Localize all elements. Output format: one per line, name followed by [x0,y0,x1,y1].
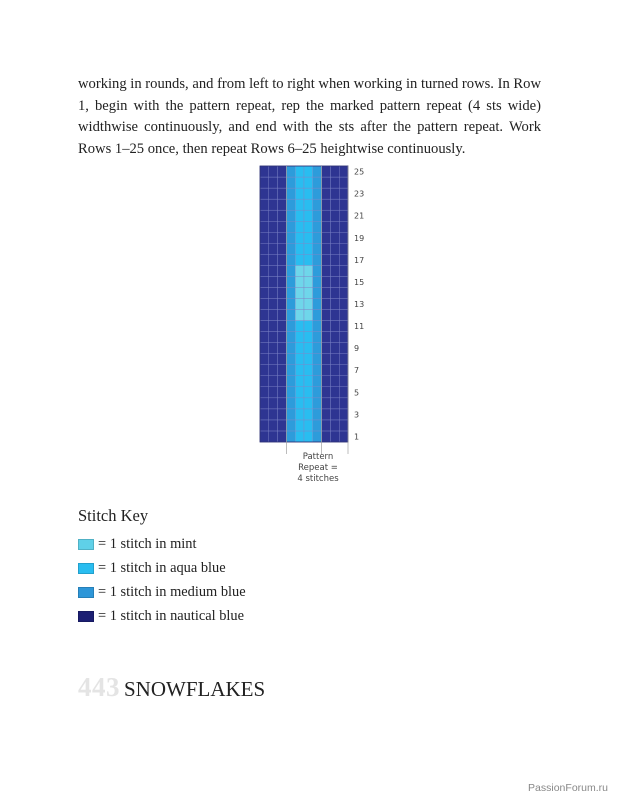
stitch-cell [322,287,331,298]
stitch-cell [339,321,348,332]
stitch-cell [322,188,331,199]
stitch-cell [313,387,322,398]
stitch-cell [330,177,339,188]
stitch-cell [269,398,278,409]
stitch-cell [269,343,278,354]
stitch-key-label: = 1 stitch in mint [98,535,197,552]
stitch-cell [330,420,339,431]
repeat-caption-line: Repeat = [298,463,338,473]
stitch-cell [278,431,287,442]
stitch-cell [260,298,269,309]
stitch-cell [304,365,313,376]
stitch-cell [313,243,322,254]
stitch-cell [339,376,348,387]
row-number-label: 7 [354,366,360,376]
stitch-cell [304,298,313,309]
stitch-cell [269,354,278,365]
stitch-cell [269,365,278,376]
section-number: 443 [78,672,120,702]
stitch-cell [278,287,287,298]
stitch-cell [313,420,322,431]
stitch-cell [260,243,269,254]
stitch-cell [339,254,348,265]
stitch-cell [260,431,269,442]
stitch-cell [286,254,295,265]
stitch-cell [295,354,304,365]
stitch-cell [295,254,304,265]
stitch-cell [260,376,269,387]
stitch-cell [260,354,269,365]
stitch-cell [313,310,322,321]
stitch-cell [339,199,348,210]
stitch-cell [330,343,339,354]
stitch-cell [339,298,348,309]
stitch-cell [286,409,295,420]
stitch-cell [304,166,313,177]
stitch-cell [322,199,331,210]
stitch-cell [269,188,278,199]
stitch-cell [286,321,295,332]
section-heading [78,672,265,703]
stitch-cell [286,354,295,365]
row-number-label: 11 [354,322,365,332]
pattern-instructions: working in rounds, and from left to right when working in turned rows. In Row 1, begin with the pattern repeat, rep the marked pattern repeat (4 sts wide) widthwise continuously, and end with the sts after the pattern repeat. Work Rows 1–25 once, then repeat Rows 6–25 heightwise continuously. [78,76,541,157]
stitch-cell [313,409,322,420]
stitch-cell [286,265,295,276]
stitch-cell [322,409,331,420]
stitch-cell [330,376,339,387]
stitch-cell [260,199,269,210]
stitch-cell [313,287,322,298]
stitch-cell [269,387,278,398]
stitch-cell [330,310,339,321]
stitch-cell [260,177,269,188]
stitch-cell [295,298,304,309]
stitch-cell [260,365,269,376]
stitch-cell [304,287,313,298]
stitch-cell [304,188,313,199]
stitch-cell [286,332,295,343]
pattern-repeat-caption [287,452,349,485]
aqua-blue-swatch-icon [78,563,94,574]
stitch-cell [278,243,287,254]
stitch-cell [295,365,304,376]
stitch-cell [304,398,313,409]
stitch-cell [295,387,304,398]
stitch-cell [322,310,331,321]
stitch-cell [339,420,348,431]
stitch-cell [330,166,339,177]
row-number-label: 23 [354,189,365,199]
stitch-cell [260,221,269,232]
stitch-cell [330,254,339,265]
stitch-cell [313,343,322,354]
stitch-cell [313,221,322,232]
stitch-cell [304,199,313,210]
stitch-cell [339,276,348,287]
stitch-cell [278,254,287,265]
stitch-cell [330,287,339,298]
stitch-cell [286,310,295,321]
nautical-blue-swatch-icon [78,611,94,622]
stitch-cell [278,376,287,387]
stitch-cell [330,221,339,232]
row-number-label: 9 [354,344,360,354]
stitch-cell [286,343,295,354]
stitch-cell [278,188,287,199]
stitch-cell [295,221,304,232]
medium-blue-swatch-icon [78,587,94,598]
stitch-cell [269,254,278,265]
stitch-cell [322,343,331,354]
stitch-cell [295,431,304,442]
stitch-cell [278,310,287,321]
stitch-cell [322,332,331,343]
stitch-key-item [78,532,246,556]
stitch-cell [322,365,331,376]
stitch-cell [260,265,269,276]
stitch-cell [286,177,295,188]
stitch-cell [295,321,304,332]
stitch-cell [304,376,313,387]
stitch-cell [286,298,295,309]
stitch-cell [269,232,278,243]
stitch-key-item [78,556,246,580]
stitch-cell [278,321,287,332]
stitch-cell [322,354,331,365]
stitch-cell [278,210,287,221]
stitch-cell [295,243,304,254]
stitch-cell [278,409,287,420]
stitch-cell [286,188,295,199]
stitch-cell [278,166,287,177]
stitch-cell [322,398,331,409]
stitch-cell [286,276,295,287]
mint-swatch-icon [78,539,94,550]
stitch-cell [278,354,287,365]
stitch-cell [330,354,339,365]
stitch-cell [339,431,348,442]
stitch-cell [313,365,322,376]
stitch-cell [322,387,331,398]
stitch-cell [295,343,304,354]
stitch-cell [269,265,278,276]
stitch-key-label: = 1 stitch in nautical blue [98,608,244,625]
stitch-cell [304,243,313,254]
stitch-cell [278,232,287,243]
stitch-cell [322,321,331,332]
stitch-cell [286,398,295,409]
stitch-cell [339,221,348,232]
stitch-cell [330,243,339,254]
stitch-cell [269,409,278,420]
stitch-cell [322,431,331,442]
stitch-cell [260,188,269,199]
stitch-cell [304,310,313,321]
stitch-cell [260,166,269,177]
stitch-cell [286,221,295,232]
stitch-cell [339,287,348,298]
stitch-cell [330,332,339,343]
stitch-cell [322,376,331,387]
stitch-cell [260,387,269,398]
row-number-label: 15 [354,277,365,287]
row-number-label: 25 [354,167,365,177]
stitch-cell [295,310,304,321]
stitch-cell [322,276,331,287]
stitch-cell [295,409,304,420]
stitch-cell [339,387,348,398]
stitch-cell [295,166,304,177]
stitch-cell [339,265,348,276]
row-number-label: 3 [354,410,360,420]
stitch-cell [313,431,322,442]
stitch-cell [339,177,348,188]
stitch-cell [313,188,322,199]
stitch-cell [278,177,287,188]
stitch-key-title: Stitch Key [78,506,149,525]
stitch-cell [269,199,278,210]
stitch-cell [339,243,348,254]
stitch-cell [313,265,322,276]
stitch-cell [339,310,348,321]
stitch-key-label: = 1 stitch in aqua blue [98,559,226,576]
stitch-cell [295,232,304,243]
stitch-cell [330,265,339,276]
stitch-cell [269,210,278,221]
stitch-cell [260,398,269,409]
section-title: SNOWFLAKES [124,677,266,701]
stitch-cell [304,321,313,332]
repeat-caption-line: 4 stitches [297,474,339,484]
stitch-cell [286,365,295,376]
stitch-cell [330,188,339,199]
stitch-cell [304,254,313,265]
stitch-cell [330,398,339,409]
stitch-cell [278,276,287,287]
stitch-cell [313,321,322,332]
stitch-cell [322,243,331,254]
stitch-cell [269,420,278,431]
stitch-cell [322,254,331,265]
stitch-cell [339,166,348,177]
stitch-cell [304,354,313,365]
stitch-cell [295,420,304,431]
stitch-cell [286,243,295,254]
stitch-cell [313,376,322,387]
stitch-cell [269,332,278,343]
stitch-cell [260,254,269,265]
row-number-label: 21 [354,211,365,221]
stitch-cell [330,387,339,398]
stitch-cell [322,210,331,221]
stitch-cell [330,199,339,210]
stitch-cell [339,354,348,365]
stitch-cell [278,221,287,232]
stitch-cell [322,420,331,431]
stitch-cell [330,232,339,243]
stitch-cell [260,409,269,420]
stitch-cell [322,166,331,177]
stitch-cell [339,409,348,420]
row-number-label: 13 [354,300,365,309]
stitch-cell [313,210,322,221]
stitch-cell [330,210,339,221]
stitch-cell [286,387,295,398]
stitch-cell [304,431,313,442]
stitch-cell [260,276,269,287]
watermark: PassionForum.ru [528,782,608,794]
row-number-label: 19 [354,233,365,243]
stitch-cell [269,376,278,387]
stitch-cell [278,332,287,343]
stitch-cell [330,409,339,420]
stitch-cell [295,188,304,199]
stitch-cell [313,332,322,343]
stitch-cell [295,199,304,210]
stitch-cell [269,287,278,298]
stitch-key-label: = 1 stitch in medium blue [98,583,246,600]
stitch-cell [278,298,287,309]
row-number-label: 1 [354,432,360,442]
stitch-cell [269,166,278,177]
stitch-cell [304,332,313,343]
stitch-cell [330,365,339,376]
stitch-cell [339,232,348,243]
stitch-cell [313,232,322,243]
stitch-cell [269,276,278,287]
stitch-cell [286,287,295,298]
stitch-cell [313,254,322,265]
stitch-cell [313,298,322,309]
stitch-cell [330,276,339,287]
stitch-cell [295,265,304,276]
stitch-cell [304,409,313,420]
stitch-cell [278,420,287,431]
stitch-cell [286,431,295,442]
stitch-cell [304,232,313,243]
stitch-cell [339,343,348,354]
stitch-cell [260,321,269,332]
stitch-cell [295,287,304,298]
stitch-cell [286,420,295,431]
row-number-label: 5 [354,388,360,398]
stitch-cell [304,210,313,221]
stitch-cell [278,265,287,276]
stitch-cell [322,232,331,243]
stitch-cell [260,420,269,431]
row-number-label: 17 [354,255,365,265]
stitch-cell [330,431,339,442]
stitch-cell [269,221,278,232]
stitch-cell [304,276,313,287]
stitch-cell [295,332,304,343]
stitch-cell [313,177,322,188]
stitch-cell [322,177,331,188]
stitch-cell [286,376,295,387]
stitch-cell [313,354,322,365]
stitch-cell [260,310,269,321]
stitch-cell [260,232,269,243]
stitch-cell [286,166,295,177]
stitch-cell [330,298,339,309]
stitch-key-list [78,532,246,629]
stitch-key-item [78,605,246,629]
stitch-cell [322,221,331,232]
stitch-cell [295,376,304,387]
stitch-cell [304,343,313,354]
stitch-cell [278,387,287,398]
stitch-cell [278,398,287,409]
stitch-cell [269,243,278,254]
stitch-cell [286,210,295,221]
stitch-cell [304,265,313,276]
stitch-cell [295,177,304,188]
stitch-cell [295,276,304,287]
stitch-cell [339,332,348,343]
stitch-cell [260,210,269,221]
stitch-cell [304,420,313,431]
stitch-cell [260,343,269,354]
stitch-cell [278,365,287,376]
stitch-key-item [78,580,246,604]
stitch-cell [339,398,348,409]
knitting-chart [255,160,375,500]
stitch-cell [295,210,304,221]
stitch-cell [278,343,287,354]
stitch-cell [339,365,348,376]
stitch-cell [339,188,348,199]
repeat-caption-line: Pattern [302,452,334,462]
stitch-cell [286,232,295,243]
stitch-cell [260,332,269,343]
stitch-cell [339,210,348,221]
stitch-cell [269,177,278,188]
stitch-cell [286,199,295,210]
stitch-cell [313,199,322,210]
stitch-cell [313,276,322,287]
stitch-cell [304,177,313,188]
stitch-cell [260,287,269,298]
stitch-cell [322,298,331,309]
stitch-cell [278,199,287,210]
stitch-cell [304,221,313,232]
stitch-cell [269,321,278,332]
stitch-cell [330,321,339,332]
stitch-cell [269,431,278,442]
stitch-cell [295,398,304,409]
stitch-cell [269,310,278,321]
stitch-cell [313,398,322,409]
stitch-cell [313,166,322,177]
stitch-cell [304,387,313,398]
stitch-cell [322,265,331,276]
stitch-cell [269,298,278,309]
